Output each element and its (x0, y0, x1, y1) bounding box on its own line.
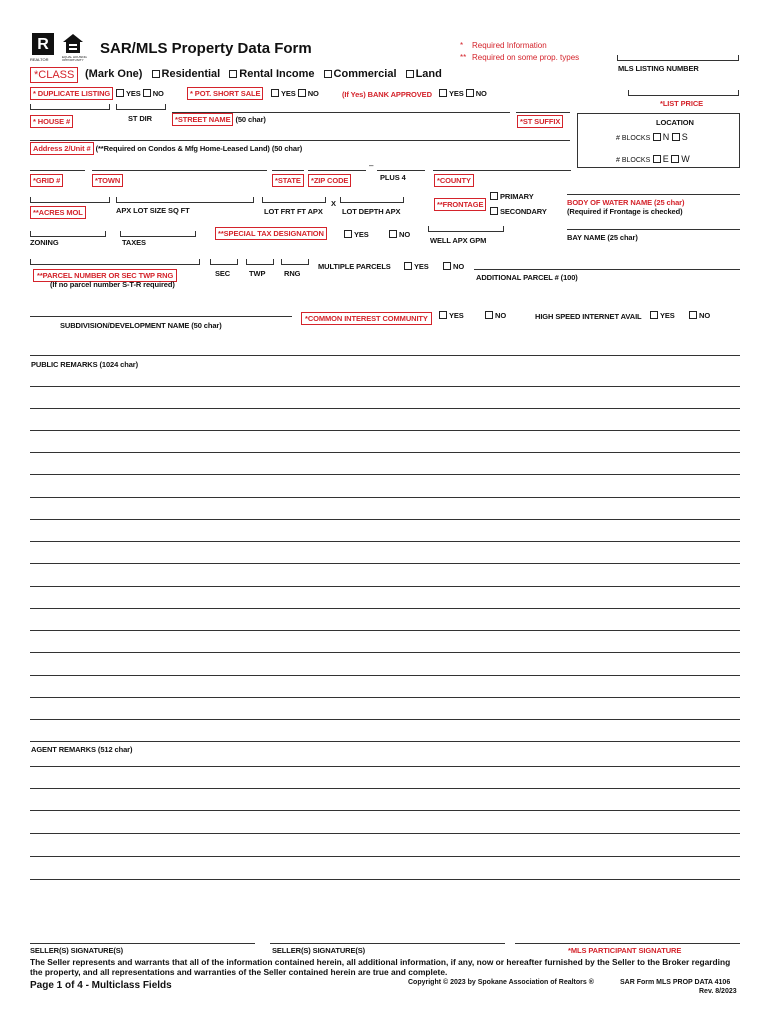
primary-checkbox[interactable] (490, 192, 498, 200)
duplicate-yes-label: YES (126, 89, 141, 98)
zoning-label: ZONING (30, 238, 59, 247)
bank-no-checkbox[interactable] (466, 89, 474, 97)
common-yes-checkbox[interactable] (439, 311, 447, 319)
bay-label: BAY NAME (25 char) (567, 233, 638, 242)
south-label: S (681, 132, 688, 142)
legend-star-single: * (460, 41, 464, 50)
blocks-ew-label: # BLOCKS (616, 157, 651, 164)
primary-option (490, 192, 534, 201)
address2-line[interactable] (30, 140, 570, 141)
location-label: LOCATION (656, 118, 694, 127)
parcel-field[interactable] (30, 259, 200, 265)
body-water-note: (Required if Frontage is checked) (567, 207, 683, 216)
lot-frt-field[interactable] (262, 197, 326, 203)
short-sale-yes-label: YES (281, 89, 296, 98)
duplicate-no-label: NO (152, 89, 164, 98)
rental-income-checkbox[interactable] (229, 70, 237, 78)
common-yes-label: YES (449, 311, 464, 320)
twp-label: TWP (249, 269, 266, 278)
st-dir-field[interactable] (116, 104, 166, 110)
sec-field[interactable] (210, 259, 238, 265)
internet-no (689, 311, 710, 320)
public-remarks-line[interactable] (30, 563, 740, 564)
public-remarks-line[interactable] (30, 741, 740, 742)
public-remarks-line[interactable] (30, 497, 740, 498)
bay-line[interactable] (567, 229, 740, 230)
zoning-field[interactable] (30, 231, 106, 237)
eho-logo-text: EQUAL HOUSING OPPORTUNITY (62, 55, 87, 62)
legend-star-double: ** (460, 53, 467, 62)
commercial-label: Commercial (333, 68, 397, 80)
agent-remarks-line[interactable] (30, 879, 740, 880)
west-label: W (681, 154, 690, 164)
additional-parcel-label: ADDITIONAL PARCEL # (100) (476, 273, 578, 282)
short-sale-no-label: NO (307, 89, 319, 98)
short-sale-yes-checkbox[interactable] (271, 89, 279, 97)
public-remarks-line[interactable] (30, 608, 740, 609)
west-checkbox[interactable] (671, 155, 679, 163)
duplicate-options (116, 89, 164, 98)
seller1-signature-label: SELLER(S) SIGNATURE(S) (30, 946, 124, 955)
taxes-label: TAXES (122, 238, 146, 247)
address2-label: Address 2/Unit # (30, 142, 94, 155)
public-remarks-line[interactable] (30, 408, 740, 409)
internet-yes-checkbox[interactable] (650, 311, 658, 319)
town-line[interactable] (92, 170, 267, 171)
lot-depth-label: LOT DEPTH APX (342, 207, 401, 216)
bank-approved-options (439, 89, 487, 98)
duplicate-no-checkbox[interactable] (143, 89, 151, 97)
grid-label: *GRID # (30, 174, 63, 187)
public-remarks-line[interactable] (30, 474, 740, 475)
land-checkbox[interactable] (406, 70, 414, 78)
mls-participant-signature-line[interactable] (515, 943, 740, 944)
sec-label: SEC (215, 269, 231, 278)
secondary-checkbox[interactable] (490, 207, 498, 215)
mls-listing-number-label: MLS LISTING NUMBER (618, 64, 699, 73)
internet-no-label: NO (699, 311, 711, 320)
public-remarks-line[interactable] (30, 697, 740, 698)
multiple-no-checkbox[interactable] (443, 262, 451, 270)
zip-dash: – (369, 161, 374, 170)
multiple-parcels-label: MULTIPLE PARCELS (318, 262, 391, 271)
apx-lot-size-label: APX LOT SIZE SQ FT (116, 206, 190, 215)
land-label: Land (415, 68, 442, 80)
location-box (577, 113, 740, 168)
list-price-label: *LIST PRICE (660, 99, 704, 108)
duplicate-listing-label: * DUPLICATE LISTING (30, 87, 113, 100)
special-tax-yes-checkbox[interactable] (344, 230, 352, 238)
secondary-option (490, 207, 547, 216)
special-tax-yes-label: YES (354, 230, 369, 239)
seller-statement: The Seller represents and warrants that all of the information contained herein, all additional information, if any, now or hereafter furnished by the Seller to the Broker regarding the property, and all representations and warranties of the Seller contained herein are true and complete. (30, 957, 731, 977)
county-line[interactable] (433, 170, 571, 171)
plus4-label: PLUS 4 (380, 173, 406, 182)
lot-x-label: X (331, 199, 336, 208)
bank-approved-label: (If Yes) BANK APPROVED (342, 90, 432, 99)
multiple-yes-checkbox[interactable] (404, 262, 412, 270)
duplicate-yes-checkbox[interactable] (116, 89, 124, 97)
zip-line[interactable] (308, 170, 366, 171)
state-label: *STATE (272, 174, 304, 187)
north-label: N (662, 132, 670, 142)
address2-note: (**Required on Condos & Mfg Home-Leased Land) (50 char) (95, 144, 303, 153)
public-remarks-line[interactable] (30, 630, 740, 631)
street-name-group (172, 115, 266, 124)
realtor-r-icon: R (37, 36, 49, 53)
special-tax-label: **SPECIAL TAX DESIGNATION (215, 227, 327, 240)
seller2-signature-line[interactable] (270, 943, 505, 944)
legend-some-line (460, 53, 579, 62)
special-tax-no-checkbox[interactable] (389, 230, 397, 238)
subdivision-line[interactable] (30, 316, 292, 317)
revision: Rev. 8/2023 (699, 988, 737, 995)
east-checkbox[interactable] (653, 155, 661, 163)
class-label: *CLASS (30, 67, 78, 83)
street-name-note: (50 char) (235, 115, 266, 124)
agent-remarks-line[interactable] (30, 810, 740, 811)
plus4-line[interactable] (377, 170, 425, 171)
internet-yes-label: YES (660, 311, 675, 320)
rental-income-label: Rental Income (239, 68, 315, 80)
agent-remarks-label: AGENT REMARKS (512 char) (31, 745, 133, 754)
form-id: SAR Form MLS PROP DATA 4106 (620, 979, 731, 986)
internet-no-checkbox[interactable] (689, 311, 697, 319)
st-suffix-label: *ST SUFFIX (517, 115, 563, 128)
body-water-label: BODY OF WATER NAME (25 char) (567, 198, 685, 207)
pot-short-sale-label: * POT. SHORT SALE (187, 87, 263, 100)
secondary-label: SECONDARY (500, 207, 547, 216)
additional-parcel-line[interactable] (474, 269, 740, 270)
parcel-label: **PARCEL NUMBER OR SEC TWP RNG (33, 269, 177, 282)
common-no (485, 311, 506, 320)
mls-participant-signature-label: *MLS PARTICIPANT SIGNATURE (568, 946, 682, 955)
public-remarks-label: PUBLIC REMARKS (1024 char) (31, 360, 139, 369)
common-interest-label: *COMMON INTEREST COMMUNITY (301, 312, 432, 325)
mark-one-label: (Mark One) (85, 68, 143, 80)
county-label: *COUNTY (434, 174, 474, 187)
north-checkbox[interactable] (653, 133, 661, 141)
short-sale-no-checkbox[interactable] (298, 89, 306, 97)
rng-field[interactable] (281, 259, 309, 265)
legend-required: Required Information (472, 41, 547, 50)
public-remarks-line[interactable] (30, 452, 740, 453)
twp-field[interactable] (246, 259, 274, 265)
zip-label: *ZIP CODE (308, 174, 351, 187)
agent-remarks-line[interactable] (30, 788, 740, 789)
realtor-logo-text: REALTOR (30, 57, 49, 62)
equal-housing-icon (62, 33, 84, 55)
residential-label: Residential (161, 68, 221, 80)
frontage-label: **FRONTAGE (434, 198, 486, 211)
apx-lot-size-field[interactable] (116, 197, 254, 203)
public-remarks-line[interactable] (30, 430, 740, 431)
public-remarks-line[interactable] (30, 519, 740, 520)
acres-label: **ACRES MOL (30, 206, 86, 219)
subdivision-label: SUBDIVISION/DEVELOPMENT NAME (50 char) (60, 321, 222, 330)
legend-required-line (460, 41, 547, 50)
blocks-ns-row (616, 132, 688, 142)
state-line[interactable] (272, 170, 304, 171)
multiple-no-label: NO (453, 262, 465, 271)
parcel-note: (If no parcel number S-T-R required) (50, 280, 175, 289)
public-remarks-line[interactable] (30, 541, 740, 542)
bank-yes-checkbox[interactable] (439, 89, 447, 97)
bank-yes-label: YES (449, 89, 464, 98)
short-sale-options (271, 89, 319, 98)
internet-yes (650, 311, 675, 320)
street-name-label: *STREET NAME (172, 113, 233, 126)
blocks-ew-row (616, 154, 690, 164)
special-tax-no (389, 230, 410, 239)
list-price-field[interactable] (628, 90, 739, 96)
class-options (85, 68, 442, 80)
bank-no-label: NO (475, 89, 487, 98)
copyright: Copyright © 2023 by Spokane Association of Realtors ® (408, 979, 594, 986)
well-field[interactable] (428, 226, 504, 232)
agent-remarks-line[interactable] (30, 766, 740, 767)
common-no-checkbox[interactable] (485, 311, 493, 319)
commercial-checkbox[interactable] (324, 70, 332, 78)
mls-listing-number-field[interactable] (617, 55, 739, 61)
public-remarks-top-line (30, 355, 740, 356)
east-label: E (662, 154, 669, 164)
special-tax-yes (344, 230, 369, 239)
residential-checkbox[interactable] (152, 70, 160, 78)
legend-some: Required on some prop. types (472, 53, 580, 62)
realtor-logo (32, 33, 54, 55)
primary-label: PRIMARY (500, 192, 534, 201)
multiple-yes-label: YES (414, 262, 429, 271)
acres-field[interactable] (30, 197, 110, 203)
public-remarks-line[interactable] (30, 719, 740, 720)
rng-label: RNG (284, 269, 301, 278)
well-label: WELL APX GPM (430, 236, 487, 245)
agent-remarks-line[interactable] (30, 856, 740, 857)
house-number-label: * HOUSE # (30, 115, 73, 128)
town-label: *TOWN (92, 174, 123, 187)
blocks-ns-label: # BLOCKS (616, 135, 651, 142)
seller2-signature-label: SELLER(S) SIGNATURE(S) (272, 946, 366, 955)
taxes-field[interactable] (120, 231, 196, 237)
page-number: Page 1 of 4 - Multiclass Fields (30, 980, 172, 991)
internet-label: HIGH SPEED INTERNET AVAIL (535, 312, 642, 321)
agent-remarks-line[interactable] (30, 833, 740, 834)
multiple-no (443, 262, 464, 271)
st-dir-label: ST DIR (128, 114, 152, 123)
page-title: SAR/MLS Property Data Form (100, 40, 312, 57)
seller1-signature-line[interactable] (30, 943, 255, 944)
public-remarks-line[interactable] (30, 386, 740, 387)
public-remarks-line[interactable] (30, 586, 740, 587)
multiple-yes (404, 262, 429, 271)
grid-line[interactable] (30, 170, 85, 171)
common-yes (439, 311, 464, 320)
address2-group (30, 144, 302, 153)
public-remarks-line[interactable] (30, 675, 740, 676)
lot-depth-field[interactable] (340, 197, 404, 203)
house-number-field[interactable] (30, 104, 110, 110)
lot-frt-label: LOT FRT FT APX (264, 207, 323, 216)
special-tax-no-label: NO (399, 230, 411, 239)
body-water-line[interactable] (567, 194, 740, 195)
common-no-label: NO (495, 311, 507, 320)
st-suffix-line[interactable] (516, 112, 570, 113)
south-checkbox[interactable] (672, 133, 680, 141)
public-remarks-line[interactable] (30, 652, 740, 653)
